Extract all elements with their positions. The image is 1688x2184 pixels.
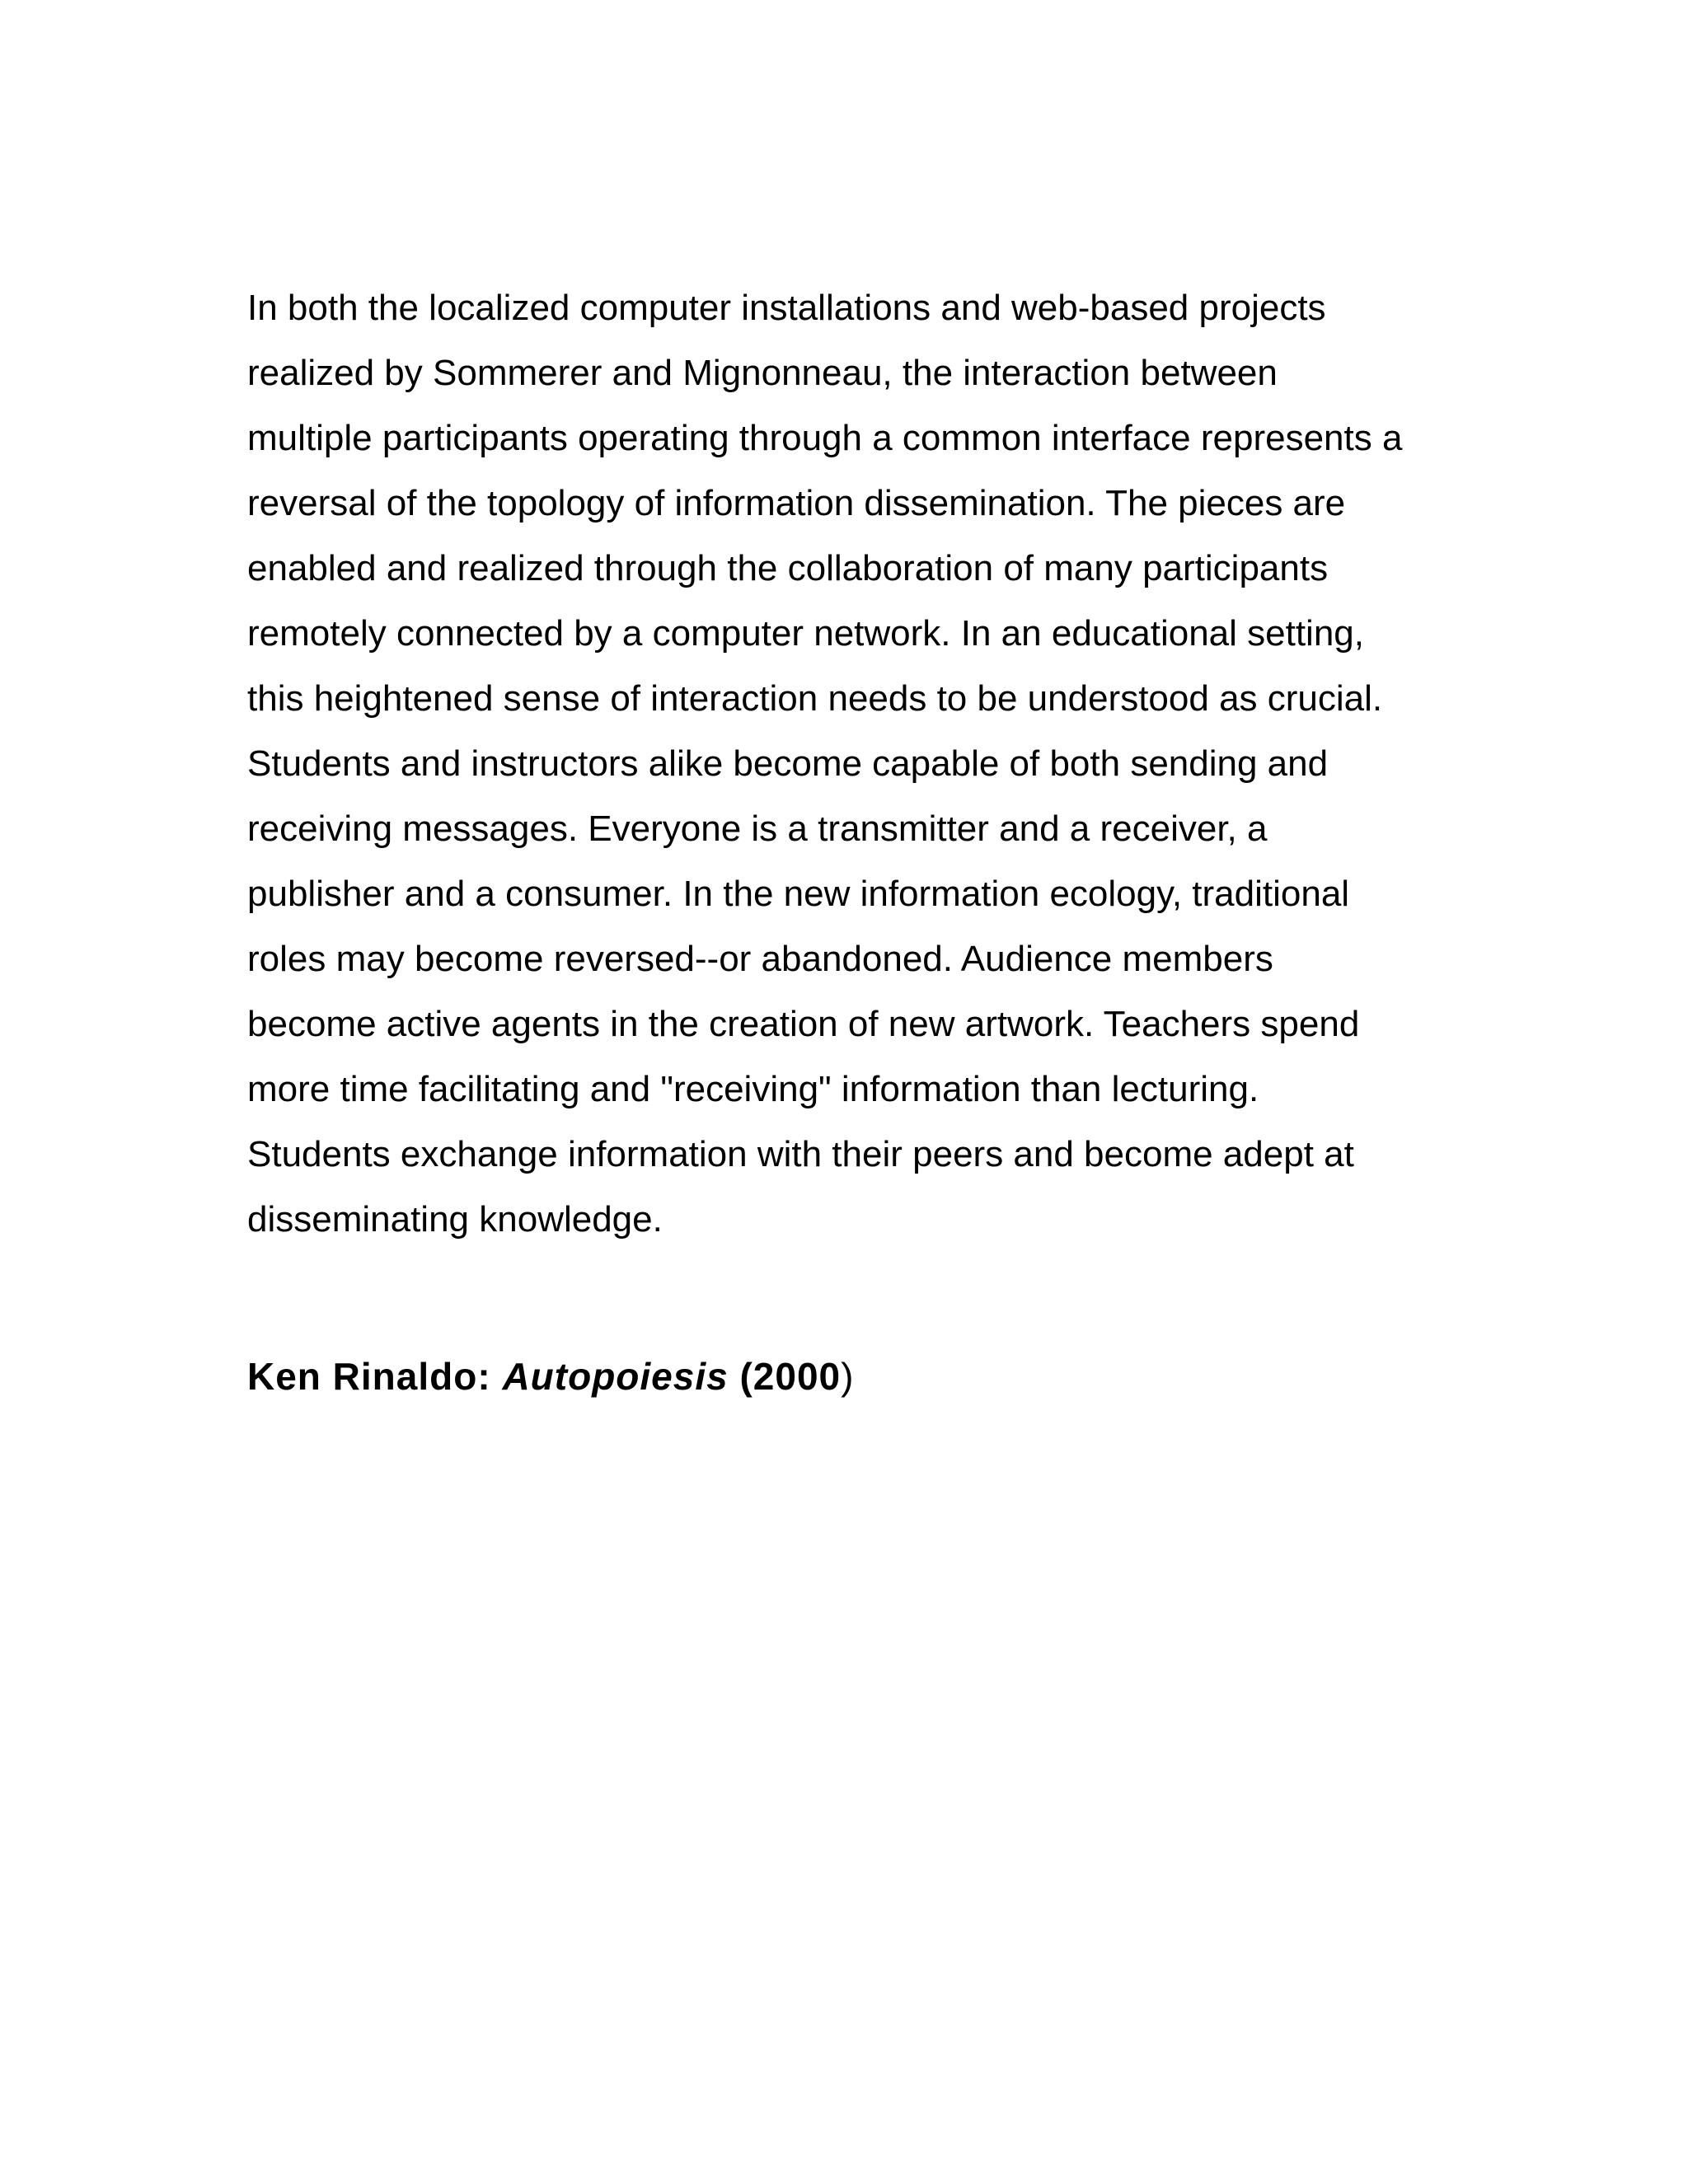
heading-author: Ken Rinaldo: (247, 1355, 503, 1398)
paragraph-line: publisher and a consumer. In the new information ecology, traditional (247, 874, 1350, 914)
paragraph-line: enabled and realized through the collaboration of many participants (247, 548, 1329, 588)
paragraph-line: this heightened sense of interaction needs to be understood as crucial. (247, 678, 1383, 719)
heading-closing-paren: ) (841, 1355, 855, 1398)
heading-work-title: Autopoiesis (502, 1355, 729, 1398)
paragraph-line: become active agents in the creation of new artwork. Teachers spend (247, 1004, 1360, 1044)
paragraph-line: disseminating knowledge. (247, 1199, 663, 1240)
section-heading (247, 1352, 854, 1401)
paragraph-line: multiple participants operating through a common interface represents a (247, 418, 1403, 458)
paragraph-line: receiving messages. Everyone is a transmitter and a receiver, a (247, 808, 1268, 849)
paragraph-line: Students exchange information with their peers and become adept at (247, 1134, 1354, 1174)
paragraph-line: realized by Sommerer and Mignonneau, the interaction between (247, 353, 1278, 393)
paragraph-line: roles may become reversed--or abandoned. Audience members (247, 939, 1273, 979)
paragraph-line: In both the localized computer installations and web-based projects (247, 288, 1326, 328)
body-paragraph (247, 275, 1484, 1252)
heading-year: (2000 (728, 1355, 842, 1398)
paragraph-line: more time facilitating and "receiving" information than lecturing. (247, 1069, 1259, 1109)
paragraph-line: remotely connected by a computer network. In an educational setting, (247, 613, 1364, 654)
paragraph-line: Students and instructors alike become capable of both sending and (247, 743, 1329, 784)
paragraph-line: reversal of the topology of information dissemination. The pieces are (247, 483, 1346, 523)
